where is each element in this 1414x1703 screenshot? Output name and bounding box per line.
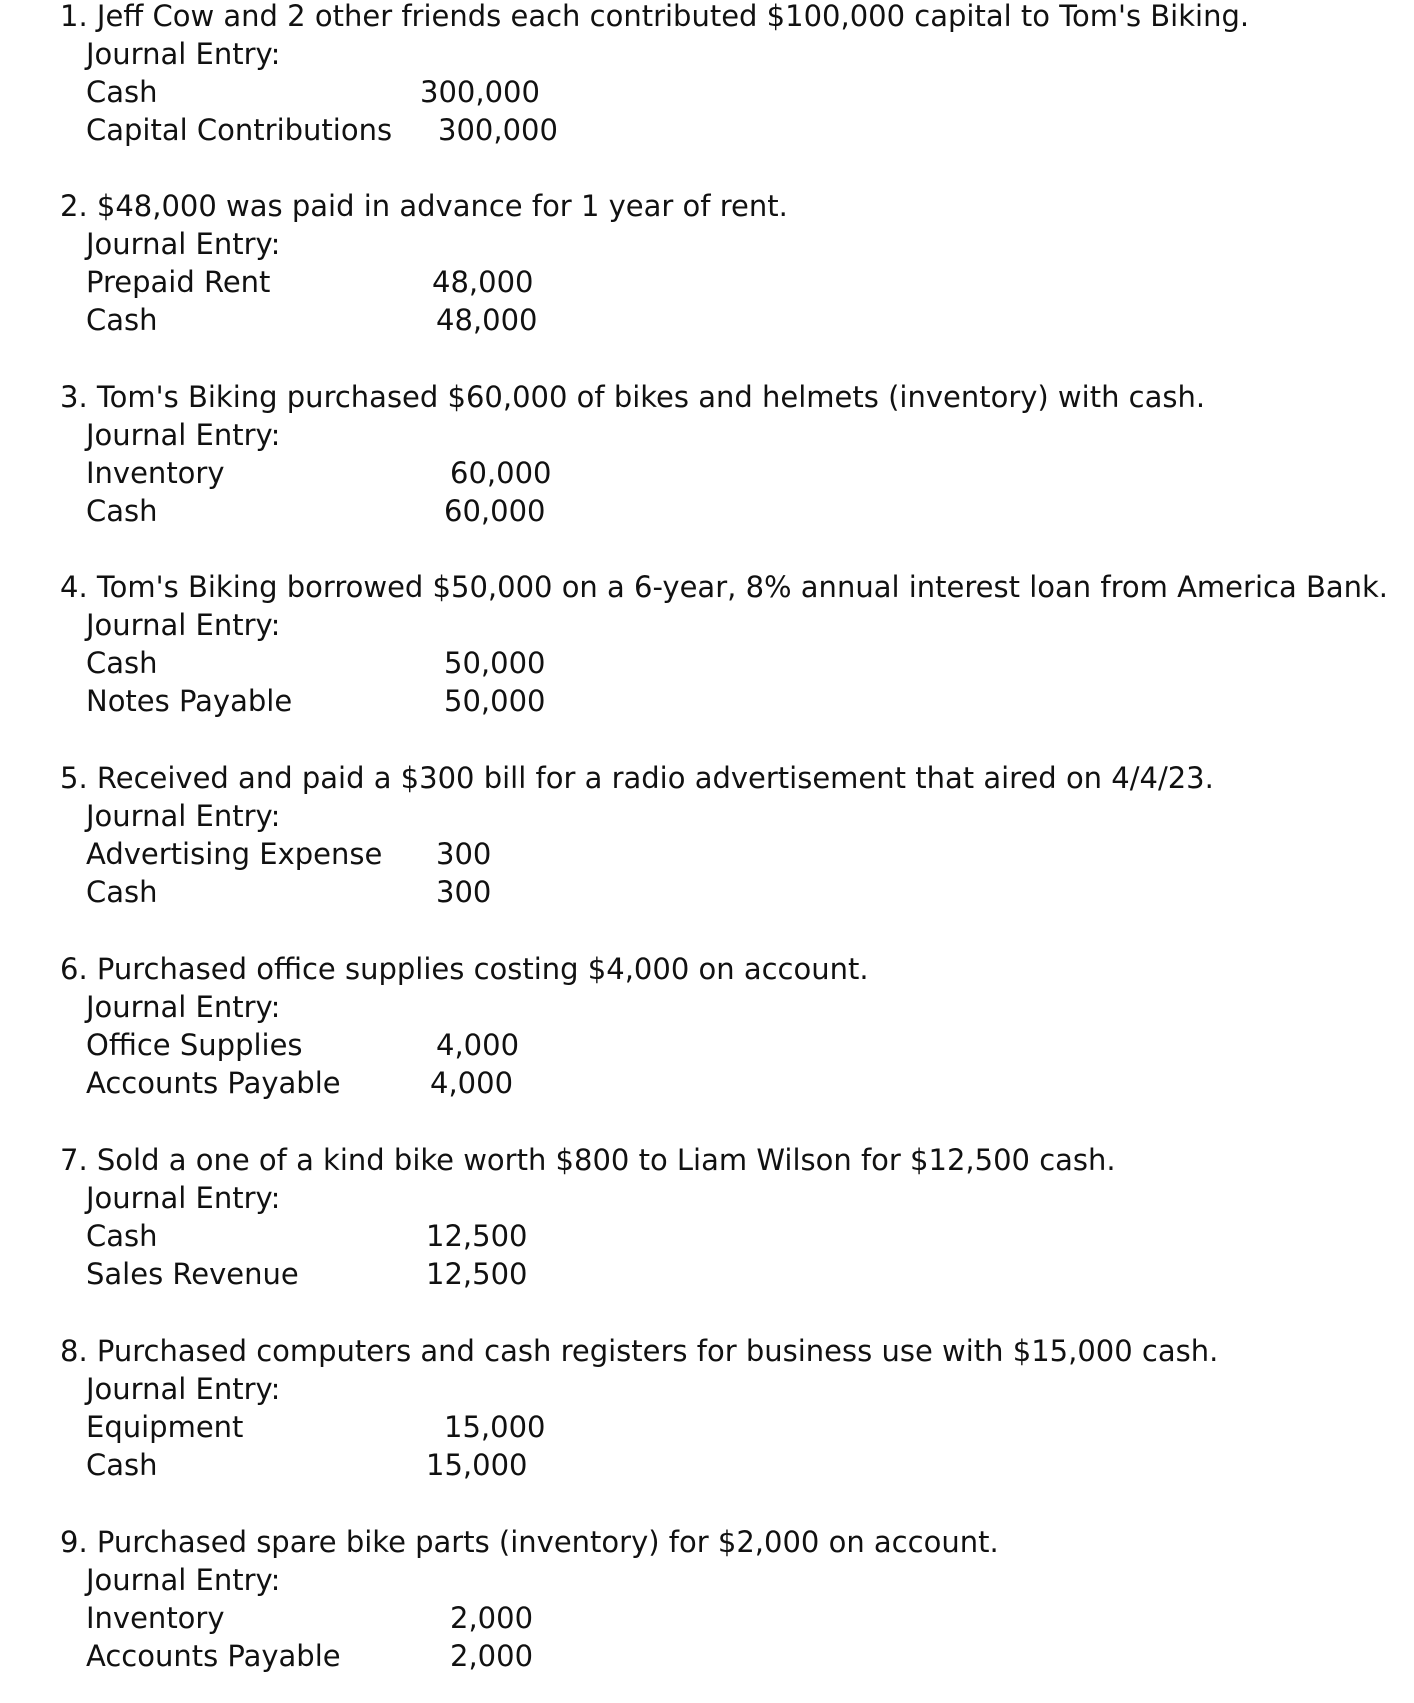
debit-account: Office Supplies [86,1028,303,1062]
entry-description: 7. Sold a one of a kind bike worth $800 to Liam Wilson for $12,500 cash. [60,1143,1116,1177]
credit-account: Accounts Payable [86,1066,341,1100]
debit-amount: 2,000 [450,1601,534,1635]
journal-entry-1 [0,0,1414,177]
debit-amount: 300,000 [420,75,540,109]
entry-description: 1. Jeff Cow and 2 other friends each contributed $100,000 capital to Tom's Biking. [60,0,1250,33]
entry-description: 6. Purchased office supplies costing $4,000 on account. [60,952,869,986]
entry-description: 2. $48,000 was paid in advance for 1 year of rent. [60,189,788,223]
journal-entry-label: Journal Entry: [86,1181,281,1215]
credit-amount: 15,000 [426,1448,528,1482]
journal-entry-label: Journal Entry: [86,1372,281,1406]
journal-entry-7 [0,1141,1414,1321]
debit-account: Advertising Expense [86,837,383,871]
credit-amount: 50,000 [444,684,546,718]
debit-account: Inventory [86,456,225,490]
debit-account: Equipment [86,1410,244,1444]
entry-description: 3. Tom's Biking purchased $60,000 of bikes and helmets (inventory) with cash. [60,380,1206,414]
debit-amount: 15,000 [444,1410,546,1444]
journal-entry-5 [0,759,1414,939]
credit-account: Capital Contributions [86,113,393,147]
entry-description: 4. Tom's Biking borrowed $50,000 on a 6-year, 8% annual interest loan from America Bank. [60,570,1388,604]
journal-entry-9 [0,1523,1414,1703]
credit-account: Accounts Payable [86,1639,341,1673]
journal-entry-4 [0,568,1414,748]
credit-amount: 2,000 [450,1639,534,1673]
journal-entry-6 [0,950,1414,1130]
debit-account: Cash [86,1219,158,1253]
credit-account: Cash [86,1448,158,1482]
credit-amount: 60,000 [444,494,546,528]
journal-entry-3 [0,378,1414,558]
journal-entry-label: Journal Entry: [86,608,281,642]
credit-amount: 12,500 [426,1257,528,1291]
entry-description: 5. Received and paid a $300 bill for a radio advertisement that aired on 4/4/23. [60,761,1214,795]
journal-entry-label: Journal Entry: [86,799,281,833]
journal-entry-label: Journal Entry: [86,418,281,452]
entry-description: 9. Purchased spare bike parts (inventory) for $2,000 on account. [60,1525,999,1559]
debit-account: Prepaid Rent [86,265,271,299]
journal-entry-label: Journal Entry: [86,37,281,71]
debit-amount: 12,500 [426,1219,528,1253]
journal-entry-label: Journal Entry: [86,227,281,261]
debit-account: Cash [86,646,158,680]
credit-account: Cash [86,875,158,909]
debit-amount: 4,000 [436,1028,520,1062]
debit-amount: 300 [436,837,492,871]
journal-entry-label: Journal Entry: [86,1563,281,1597]
credit-account: Cash [86,494,158,528]
credit-amount: 4,000 [430,1066,514,1100]
credit-amount: 300 [436,875,492,909]
journal-entry-2 [0,187,1414,367]
entry-description: 8. Purchased computers and cash registers for business use with $15,000 cash. [60,1334,1219,1368]
journal-entry-label: Journal Entry: [86,990,281,1024]
debit-amount: 50,000 [444,646,546,680]
credit-amount: 48,000 [436,303,538,337]
debit-account: Cash [86,75,158,109]
debit-amount: 60,000 [450,456,552,490]
credit-account: Cash [86,303,158,337]
journal-entry-8 [0,1332,1414,1512]
debit-amount: 48,000 [432,265,534,299]
credit-amount: 300,000 [438,113,558,147]
credit-account: Sales Revenue [86,1257,299,1291]
credit-account: Notes Payable [86,684,293,718]
debit-account: Inventory [86,1601,225,1635]
